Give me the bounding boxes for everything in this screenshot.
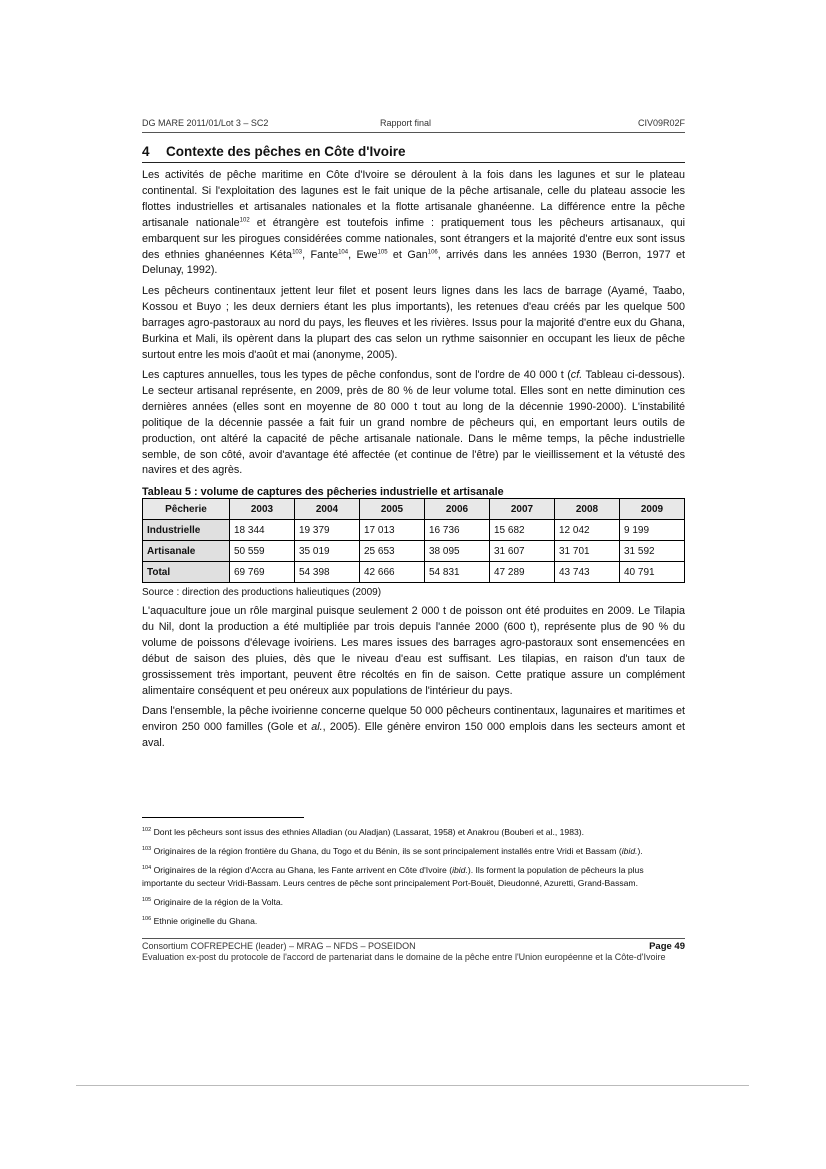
col-header: 2006 bbox=[425, 499, 490, 520]
table-cell: 31 607 bbox=[490, 541, 555, 562]
table-source: Source : direction des productions halieutiques (2009) bbox=[142, 587, 382, 598]
footnote-106: $^{106}$ Ethnie originelle du Ghana. bbox=[142, 916, 258, 926]
table-cell: 19 379 bbox=[295, 520, 360, 541]
table-cell: 47 289 bbox=[490, 562, 555, 583]
table-row bbox=[143, 562, 685, 583]
row-label: Total bbox=[143, 562, 230, 583]
footnote-ref-102[interactable]: 102 bbox=[239, 217, 250, 224]
col-header: 2009 bbox=[620, 499, 685, 520]
table-row bbox=[143, 520, 685, 541]
col-header: Pêcherie bbox=[143, 499, 230, 520]
section-heading bbox=[142, 144, 685, 163]
table-header-row bbox=[143, 499, 685, 520]
paragraph-3: Les captures annuelles, tous les types de pêche confondus, sont de l'ordre de 40 000 t (cf. Tableau ci-dessous). Le secteur artisanal représente, en 2009, près de 80 % de leur volume total. Elles sont en nette diminution ces dernières années (elles sont en moyenne de 80 000 t tout au long de la décennie 1990-2000). L'instabilité politique de la décennie passée a fait fuir un grand nombre de pêcheurs qui, en emportant leurs outils de production, ont altéré la capacité de pêche artisanale nationale. Dans le même temps, la pêche industrielle semble, de son côté, avoir d'avantage été affectée (et continue de l'être) par le vieillissement et la vétusté des navires et des agrès. bbox=[142, 369, 686, 477]
table-caption: Tableau 5 : volume de captures des pêcheries industrielle et artisanale bbox=[142, 486, 504, 498]
footer-description: Evaluation ex-post du protocole de l'accord de partenariat dans le domaine de la pêche entre l'Union européenne et la Côte-d'Ivoire bbox=[142, 952, 666, 962]
bottom-divider bbox=[76, 1085, 749, 1086]
table-cell: 43 743 bbox=[555, 562, 620, 583]
table-cell: 17 013 bbox=[360, 520, 425, 541]
footnote-ref-105[interactable]: 105 bbox=[377, 248, 388, 255]
paragraph-4: L'aquaculture joue un rôle marginal puisque seulement 2 000 t de poisson ont été produites en 2009. Le Tilapia du Nil, dont la production a été multipliée par trois depuis l'année 2000 (600 t), représente plus de 90 % du volume de poissons d'élevage ivoiriens. Les mares issues des barrages agro-pastoraux sont ensemencées en début de saison des pluies, dès que le niveau d'eau est suffisant. Les tilapias, en raison d'un taux de grossissement très important, peuvent être récoltés en fin de saison. Cette pratique assure un complément alimentaire conséquent et peu onéreux aux populations de l'intérieur du pays. bbox=[142, 605, 685, 697]
footnote-105: $^{105}$ Originaire de la région de la Volta. bbox=[142, 897, 284, 907]
col-header: 2008 bbox=[555, 499, 620, 520]
table-cell: 50 559 bbox=[230, 541, 295, 562]
table-cell: 31 592 bbox=[620, 541, 685, 562]
table-cell: 69 769 bbox=[230, 562, 295, 583]
footnote-ref-103[interactable]: 103 bbox=[292, 248, 303, 255]
table-cell: 9 199 bbox=[620, 520, 685, 541]
footnote-103: $^{103}$ Originaires de la région frontière du Ghana, du Togo et du Bénin, ils se sont principalement installés entre Vridi et Bassam (ibid.). bbox=[142, 846, 643, 856]
header-left: DG MARE 2011/01/Lot 3 – SC2 bbox=[142, 118, 269, 128]
footnote-separator bbox=[142, 817, 304, 818]
page-header bbox=[142, 118, 685, 133]
table-row bbox=[143, 541, 685, 562]
table-cell: 54 831 bbox=[425, 562, 490, 583]
captures-table bbox=[142, 498, 685, 583]
footnote-ref-106[interactable]: 106 bbox=[427, 248, 438, 255]
col-header: 2003 bbox=[230, 499, 295, 520]
col-header: 2005 bbox=[360, 499, 425, 520]
table-cell: 38 095 bbox=[425, 541, 490, 562]
header-right: CIV09R02F bbox=[637, 118, 685, 128]
col-header: 2004 bbox=[295, 499, 360, 520]
header-center: Rapport final bbox=[380, 118, 432, 128]
paragraph-1: Les activités de pêche maritime en Côte d'Ivoire se déroulent à la fois dans les lagunes et sur le plateau continental. Si l'exploitation des lagunes est le fait unique de la pêche artisanale, celle du plateau associe les flottes industrielles et artisanales nationales et la flotte artisanale ghanéenne. La différence entre la pêche artisanale nationale$^{102}$ et étrangère est toutefois infime : pratiquement tous les pêcheurs artisanaux, qui embarquent sur les pirogues considérées comme nationales, sont étrangers et la majorité d'entre eux sont issus des ethnies ghanéennes Kéta$^{103}$, Fante$^{104}$, Ewe$^{105}$ et Gan$^{106}$, arrivés dans les années 1930 (Berron, 1977 et Delunay, 1992). bbox=[142, 169, 686, 277]
table-cell: 12 042 bbox=[555, 520, 620, 541]
table-cell: 31 701 bbox=[555, 541, 620, 562]
table-cell: 35 019 bbox=[295, 541, 360, 562]
table-cell: 16 736 bbox=[425, 520, 490, 541]
footer-consortium: Consortium COFREPECHE (leader) – MRAG – NFDS – POSEIDON bbox=[142, 941, 416, 951]
row-label: Artisanale bbox=[143, 541, 230, 562]
paragraph-2: Les pêcheurs continentaux jettent leur filet et posent leurs lignes dans les lacs de barrage (Ayamé, Taabo, Kossou et Buyo ; les deux derniers étant les plus importants), les retenues d'eau créés par les quelque 500 barrages agro-pastoraux au nord du pays, les fleuves et les rivières. Issus pour la majorité d'entre eux du Ghana, Burkina et Mali, ils opèrent dans la plupart des cas selon un rythme saisonnier en occupant les lieux de pêche surtout entre les mois d'août et mai (anonyme, 2005). bbox=[142, 285, 685, 361]
table-cell: 15 682 bbox=[490, 520, 555, 541]
row-label: Industrielle bbox=[143, 520, 230, 541]
table-cell: 54 398 bbox=[295, 562, 360, 583]
section-title: Contexte des pêches en Côte d'Ivoire bbox=[166, 144, 406, 159]
footnote-ref-104[interactable]: 104 bbox=[338, 248, 349, 255]
table-cell: 25 653 bbox=[360, 541, 425, 562]
table-cell: 18 344 bbox=[230, 520, 295, 541]
footnote-102: $^{102}$ Dont les pêcheurs sont issus des ethnies Alladian (ou Aladjan) (Lassarat, 1958) et Anakrou (Bouberi et al., 1983). bbox=[142, 827, 584, 837]
table-cell: 42 666 bbox=[360, 562, 425, 583]
page-footer bbox=[142, 938, 685, 963]
table-cell: 40 791 bbox=[620, 562, 685, 583]
section-number: 4 bbox=[142, 144, 150, 159]
footnote-104: $^{104}$ Originaires de la région d'Accra au Ghana, les Fante arrivent en Côte d'Ivoire (ibid.). Ils forment la population de pêcheurs la plus importante du secteur Vridi-Bassam. Leurs centres de pêche sont principalement Port-Bouët, Dieudonné, Azuretti, Grand-Bassam. bbox=[142, 865, 644, 888]
page-number: Page 49 bbox=[649, 941, 685, 952]
paragraph-5: Dans l'ensemble, la pêche ivoirienne concerne quelque 50 000 pêcheurs continentaux, lagunaires et maritimes et environ 250 000 familles (Gole et al., 2005). Elle génère environ 150 000 emplois dans les secteurs amont et aval. bbox=[142, 705, 685, 749]
col-header: 2007 bbox=[490, 499, 555, 520]
